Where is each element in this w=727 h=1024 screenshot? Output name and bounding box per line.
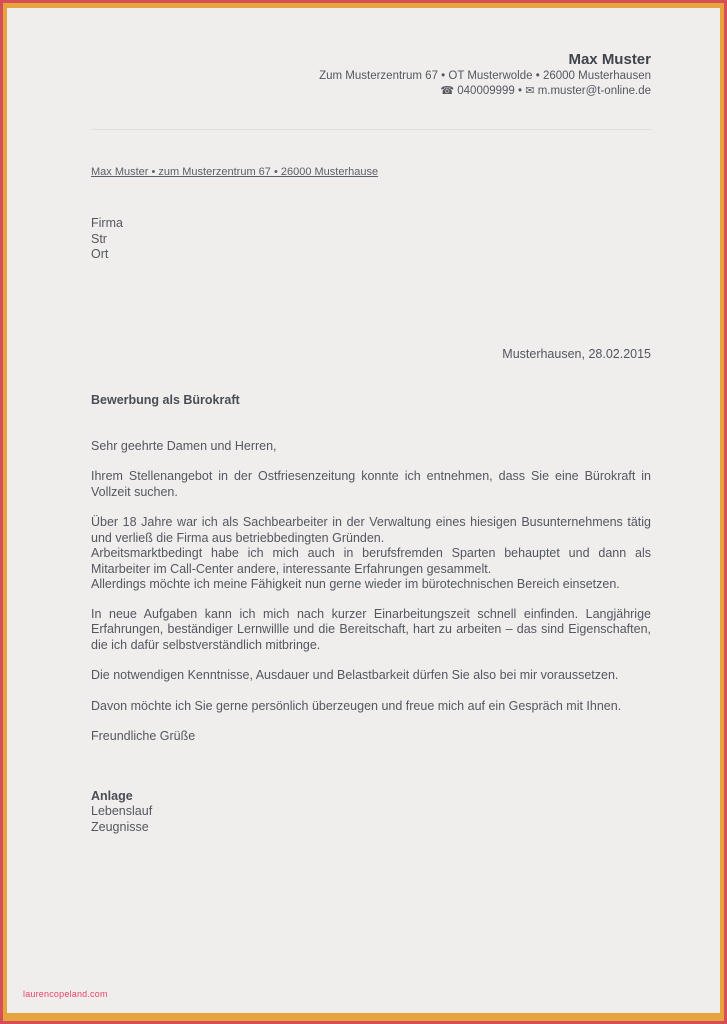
salutation: Sehr geehrte Damen und Herren, <box>91 438 277 453</box>
paragraph-1: Ihrem Stellenangebot in der Ostfriesenzeitung konnte ich entnehmen, dass Sie eine Bürokraft in Vollzeit suchen. <box>91 469 651 499</box>
return-address-line: Max Muster • zum Musterzentrum 67 • 26000 Musterhause <box>91 166 379 178</box>
closing-phrase: Freundliche Grüße <box>91 729 196 743</box>
recipient-block <box>91 216 651 263</box>
letter-content <box>91 8 651 835</box>
sender-name: Max Muster <box>568 51 651 68</box>
paragraph-2-sentence-1: Über 18 Jahre war ich als Sachbearbeiter in der Verwaltung eines hiesigen Busunternehmens tätig und verließ die Firma aus betriebbedingten Gründen. <box>91 515 651 545</box>
enclosure-item-zeugnisse: Zeugnisse <box>91 819 149 834</box>
enclosure-item-lebenslauf: Lebenslauf <box>91 804 153 818</box>
phone-icon: ☎ <box>440 85 455 97</box>
paragraph-2-sentence-3: Allerdings möchte ich meine Fähigkeit nun gerne wieder im bürotechnischen Bereich einsetzen. <box>91 577 620 591</box>
watermark-text: laurencopeland.com <box>23 989 108 999</box>
bullet-separator: • <box>518 85 523 97</box>
recipient-city: Ort <box>91 247 109 261</box>
paragraph-2 <box>91 515 651 593</box>
enclosure-block <box>91 789 651 836</box>
page-border-frame <box>3 3 724 1021</box>
paragraph-3: In neue Aufgaben kann ich mich nach kurzer Einarbeitungszeit schnell einfinden. Langjährige Erfahrungen, beständiger Lernwillle und die Bereitschaft, hart zu arbeiten – das sind Eigenschaften, die ich dafür selbstverständlich mitbringe. <box>91 606 651 652</box>
recipient-company: Firma <box>91 216 123 230</box>
recipient-street: Str <box>91 231 107 246</box>
letterhead <box>91 50 651 99</box>
phone-number: 040009999 <box>457 85 515 97</box>
date-line: Musterhausen, 28.02.2015 <box>502 346 651 361</box>
sender-address-line: Zum Musterzentrum 67 • OT Musterwolde • 26000 Musterhausen <box>319 70 651 82</box>
sender-contact-line <box>91 84 651 99</box>
email-address: m.muster@t-online.de <box>537 85 651 97</box>
paragraph-4: Die notwendigen Kenntnisse, Ausdauer und Belastbarkeit dürfen Sie also bei mir voraussetzen. <box>91 668 619 682</box>
subject-line: Bewerbung als Bürokraft <box>91 393 240 407</box>
paragraph-2-sentence-2: Arbeitsmarktbedingt habe ich mich auch in berufsfremden Sparten behauptet und dann als Mitarbeiter im Call-Center andere, interessante Erfahrungen gesammelt. <box>91 546 651 576</box>
enclosure-title: Anlage <box>91 788 133 803</box>
header-divider <box>91 129 651 130</box>
paragraph-5: Davon möchte ich Sie gerne persönlich überzeugen und freue mich auf ein Gespräch mit Ihnen. <box>91 698 622 713</box>
envelope-icon: ✉ <box>525 85 535 97</box>
